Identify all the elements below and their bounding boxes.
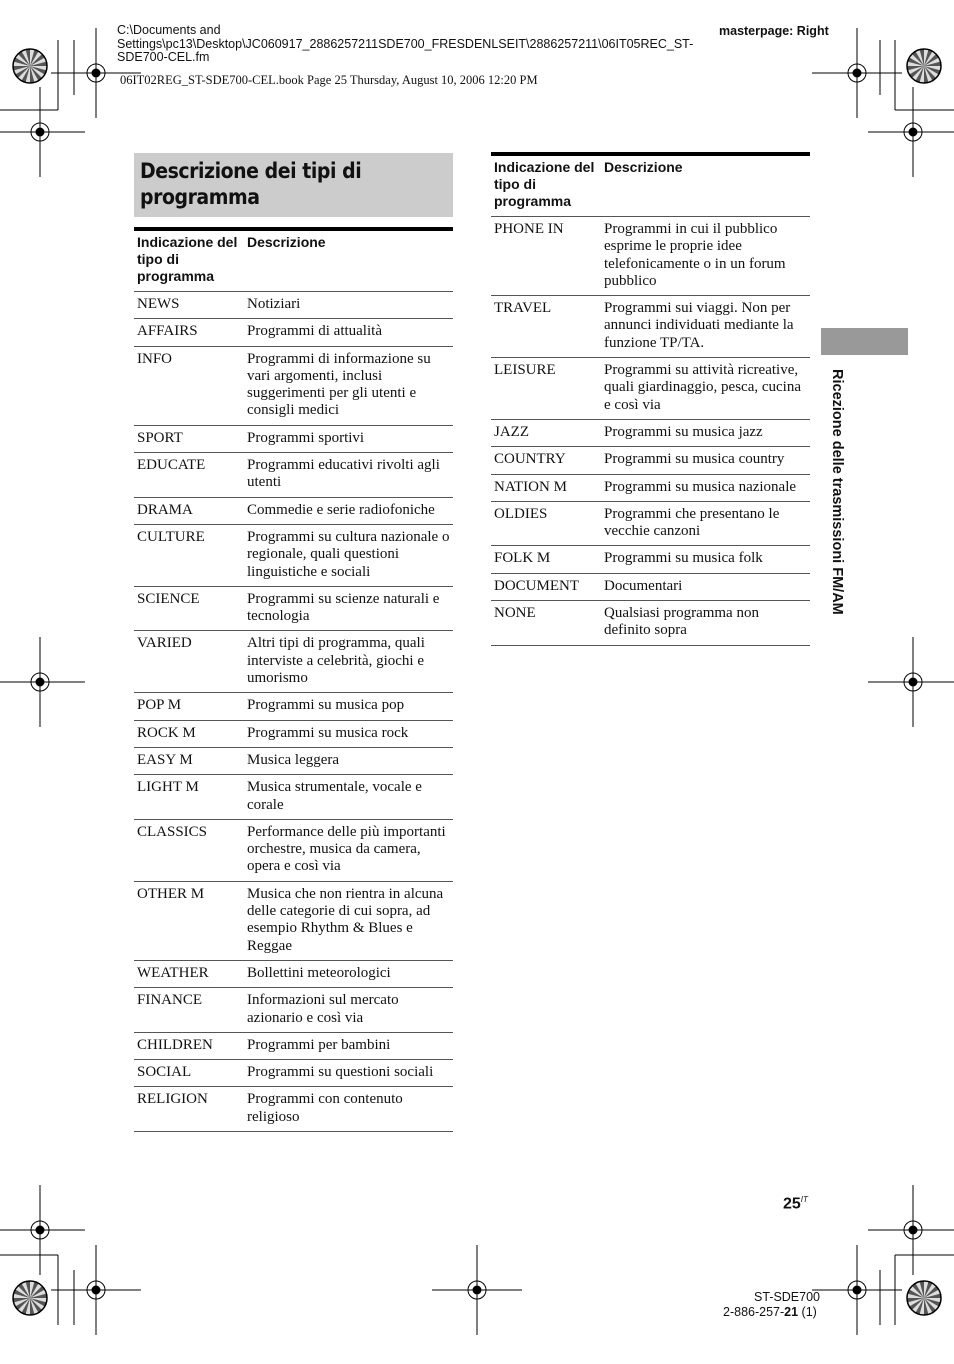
program-type-code: INFO xyxy=(137,350,173,367)
program-type-description: Programmi su musica folk xyxy=(604,550,763,567)
col-header-description: Descrizione xyxy=(247,234,326,250)
program-type-description: Programmi su musica rock xyxy=(247,724,409,741)
program-type-code: WEATHER xyxy=(137,964,209,981)
part-number-prefix: 2-886-257- xyxy=(723,1305,785,1319)
program-type-code: DOCUMENT xyxy=(494,577,579,594)
col-header-indication: Indicazione del tipo di programma xyxy=(137,234,238,284)
registration-mark xyxy=(51,1245,141,1335)
program-type-code: POP M xyxy=(137,697,182,714)
program-type-code: DRAMA xyxy=(137,501,193,518)
program-type-code: JAZZ xyxy=(494,423,529,440)
program-type-code: OTHER M xyxy=(137,885,205,902)
program-type-description: Qualsiasi programma non definito sopra xyxy=(604,605,759,639)
program-type-description: Programmi in cui il pubblico esprime le proprie idee telefonicamente o in un forum pubblico xyxy=(604,221,786,289)
program-type-code: NEWS xyxy=(137,296,180,312)
model-number: ST-SDE700 xyxy=(754,1290,821,1304)
program-type-code: NONE xyxy=(494,605,536,622)
program-type-code: TRAVEL xyxy=(494,300,552,317)
program-type-code: SOCIAL xyxy=(137,1064,192,1081)
section-title-line1: Descrizione dei tipi di xyxy=(140,159,362,183)
chapter-side-label: Ricezione delle trasmissioni FM/AM xyxy=(829,369,845,615)
part-number-suffix: (1) xyxy=(798,1305,817,1319)
program-type-code: OLDIES xyxy=(494,505,548,522)
program-type-description: Programmi per bambini xyxy=(247,1036,391,1053)
registration-mark xyxy=(868,637,954,727)
program-type-description: Musica strumentale, vocale e corale xyxy=(247,779,422,813)
part-number-bold: 21 xyxy=(784,1305,799,1319)
program-type-description: Musica che non rientra in alcuna delle categorie di cui sopra, ad esempio Rhythm & Blues e Reggae xyxy=(247,885,444,954)
file-path: C:\Documents and Settings\pc13\Desktop\JC060917_2886257211SDE700_FRESDENLSEIT\2886257211\06IT05REC_ST-SDE700-CEL.fm xyxy=(117,23,694,64)
program-type-description: Notiziari xyxy=(247,296,301,312)
registration-mark xyxy=(51,28,141,118)
registration-mark xyxy=(868,87,954,177)
program-type-description: Programmi educativi rivolti agli utenti xyxy=(247,457,440,491)
page-number-value: 25 xyxy=(783,1195,801,1213)
program-type-code: EASY M xyxy=(137,751,193,768)
program-type-description: Programmi di attualità xyxy=(247,323,382,340)
program-type-code: PHONE IN xyxy=(494,221,564,237)
program-type-description: Programmi su musica pop xyxy=(247,697,405,714)
program-type-description: Programmi su questioni sociali xyxy=(247,1064,434,1081)
program-type-code: NATION M xyxy=(494,478,567,495)
program-type-code: LEISURE xyxy=(494,362,556,379)
registration-mark xyxy=(432,1245,522,1335)
col-header-indication: Indicazione del tipo di programma xyxy=(494,159,595,209)
registration-mark xyxy=(0,1185,85,1275)
program-type-description: Programmi sportivi xyxy=(247,429,365,446)
color-target-mark xyxy=(907,1281,941,1315)
program-type-description: Commedie e serie radiofoniche xyxy=(247,501,435,518)
program-type-code: CHILDREN xyxy=(137,1036,213,1053)
program-type-description: Musica leggera xyxy=(247,751,340,768)
program-type-description: Informazioni sul mercato azionario e così via xyxy=(247,992,399,1026)
program-type-description: Programmi su attività ricreative, quali giardinaggio, pesca, cucina e così via xyxy=(604,362,802,413)
program-type-description: Programmi su musica nazionale xyxy=(604,478,797,495)
book-info: 06IT02REG_ST-SDE700-CEL.book Page 25 Thursday, August 10, 2006 12:20 PM xyxy=(120,73,538,87)
page-number-suffix: IT xyxy=(800,1195,808,1204)
color-target-mark xyxy=(13,1281,47,1315)
program-type-code: SPORT xyxy=(137,429,183,446)
color-target-mark xyxy=(907,49,941,83)
program-type-code: CLASSICS xyxy=(137,823,208,840)
program-type-description: Programmi sui viaggi. Non per annunci individuati mediante la funzione TP/TA. xyxy=(604,300,794,351)
program-type-description: Programmi su cultura nazionale o regionale, quali questioni linguistiche e sociali xyxy=(247,528,450,580)
color-target-mark xyxy=(13,49,47,83)
program-type-description: Programmi su musica country xyxy=(604,451,785,468)
program-type-code: VARIED xyxy=(137,635,192,652)
program-type-code: LIGHT M xyxy=(137,779,199,796)
program-type-code: FOLK M xyxy=(494,550,551,567)
registration-mark xyxy=(812,1245,902,1335)
registration-mark xyxy=(0,637,85,727)
program-type-code: CULTURE xyxy=(137,528,205,545)
program-type-description: Programmi di informazione su vari argomenti, inclusi suggerimenti per gli utenti e consigli medici xyxy=(247,350,431,419)
program-type-description: Programmi che presentano le vecchie canzoni xyxy=(604,505,780,540)
masterpage-label: masterpage: Right xyxy=(719,24,829,38)
section-title-line2: programma xyxy=(140,185,260,209)
program-type-code: RELIGION xyxy=(137,1091,208,1108)
program-type-description: Programmi con contenuto religioso xyxy=(247,1091,403,1125)
program-type-code: EDUCATE xyxy=(137,457,206,474)
program-type-code: COUNTRY xyxy=(494,451,566,468)
program-type-description: Performance delle più importanti orchestre, musica da camera, opera e così via xyxy=(247,823,446,875)
registration-mark xyxy=(868,1185,954,1275)
program-type-code: AFFAIRS xyxy=(137,323,198,340)
program-type-code: ROCK M xyxy=(137,724,196,741)
registration-mark xyxy=(0,87,85,177)
col-header-description: Descrizione xyxy=(604,159,683,175)
program-type-description: Documentari xyxy=(604,577,683,594)
program-type-description: Programmi su musica jazz xyxy=(604,423,763,440)
registration-mark xyxy=(812,28,902,118)
program-type-description: Programmi su scienze naturali e tecnologia xyxy=(247,590,440,625)
program-type-description: Altri tipi di programma, quali interviste a celebrità, giochi e umorismo xyxy=(247,635,425,687)
program-type-code: SCIENCE xyxy=(137,590,200,607)
program-type-description: Bollettini meteorologici xyxy=(247,964,391,981)
program-type-code: FINANCE xyxy=(137,992,203,1009)
